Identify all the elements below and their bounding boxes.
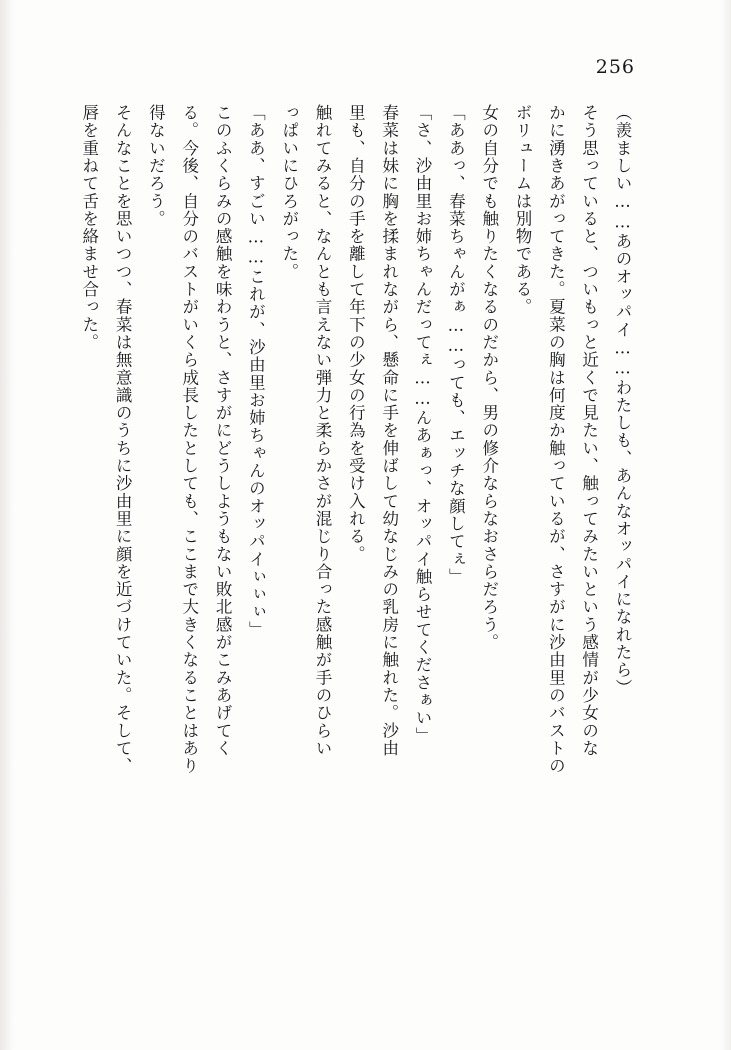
paragraph: 得ないだろう。 [146,104,166,228]
paragraph: かに湧きあがってきた。夏菜の胸は何度か触っているが、さすがに沙由里のバストの [546,104,566,775]
paragraph: 「ああっ、春菜ちゃんがぁ……っても、エッチな顔してぇ」 [446,104,466,586]
novel-body-text [79,104,639,984]
paragraph: 春菜は妹に胸を揉まれながら、懸命に手を伸ばして幼なじみの乳房に触れた。沙由 [379,104,399,758]
paragraph: 女の自分でも触りたくなるのだから、男の修介ならなおさらだろう。 [479,104,499,652]
paragraph: 唇を重ねて舌を絡ませ合った。 [79,104,99,352]
paragraph: る。今後、自分のバストがいくら成長したとしても、ここまで大きくなることはあり [179,104,199,775]
paragraph: 「さ、沙由里お姉ちゃんだってぇ……んあぁっ、オッパイ触らせてくださぁい」 [413,104,433,745]
paragraph: このふくらみの感触を味わうと、さすがにどうしようもない敗北感がこみあげてく [213,104,233,758]
paragraph: （羨ましい……あのオッパイ……わたしも、あんなオッパイになれたら） [613,104,632,697]
paragraph: そんなことを思いつつ、春菜は無意識のうちに沙由里に顔を近づけていた。そして、 [113,104,133,775]
page-number: 256 [595,56,635,78]
paragraph: 里も、自分の手を離して年下の少女の行為を受け入れる。 [346,104,366,563]
paragraph: 触れてみると、なんとも言えない弾力と柔らかさが混じり合った感触が手のひらい [313,104,333,758]
paragraph: っぱいにひろがった。 [279,104,299,281]
paragraph: ボリュームは別物である。 [513,104,533,316]
paragraph: そう思っていると、ついもっと近くで見たい、触ってみたいという感情が少女のな [579,104,599,758]
paragraph: 「ああ、すごい……これが、沙由里お姉ちゃんのオッパイぃぃぃ」 [246,104,266,639]
